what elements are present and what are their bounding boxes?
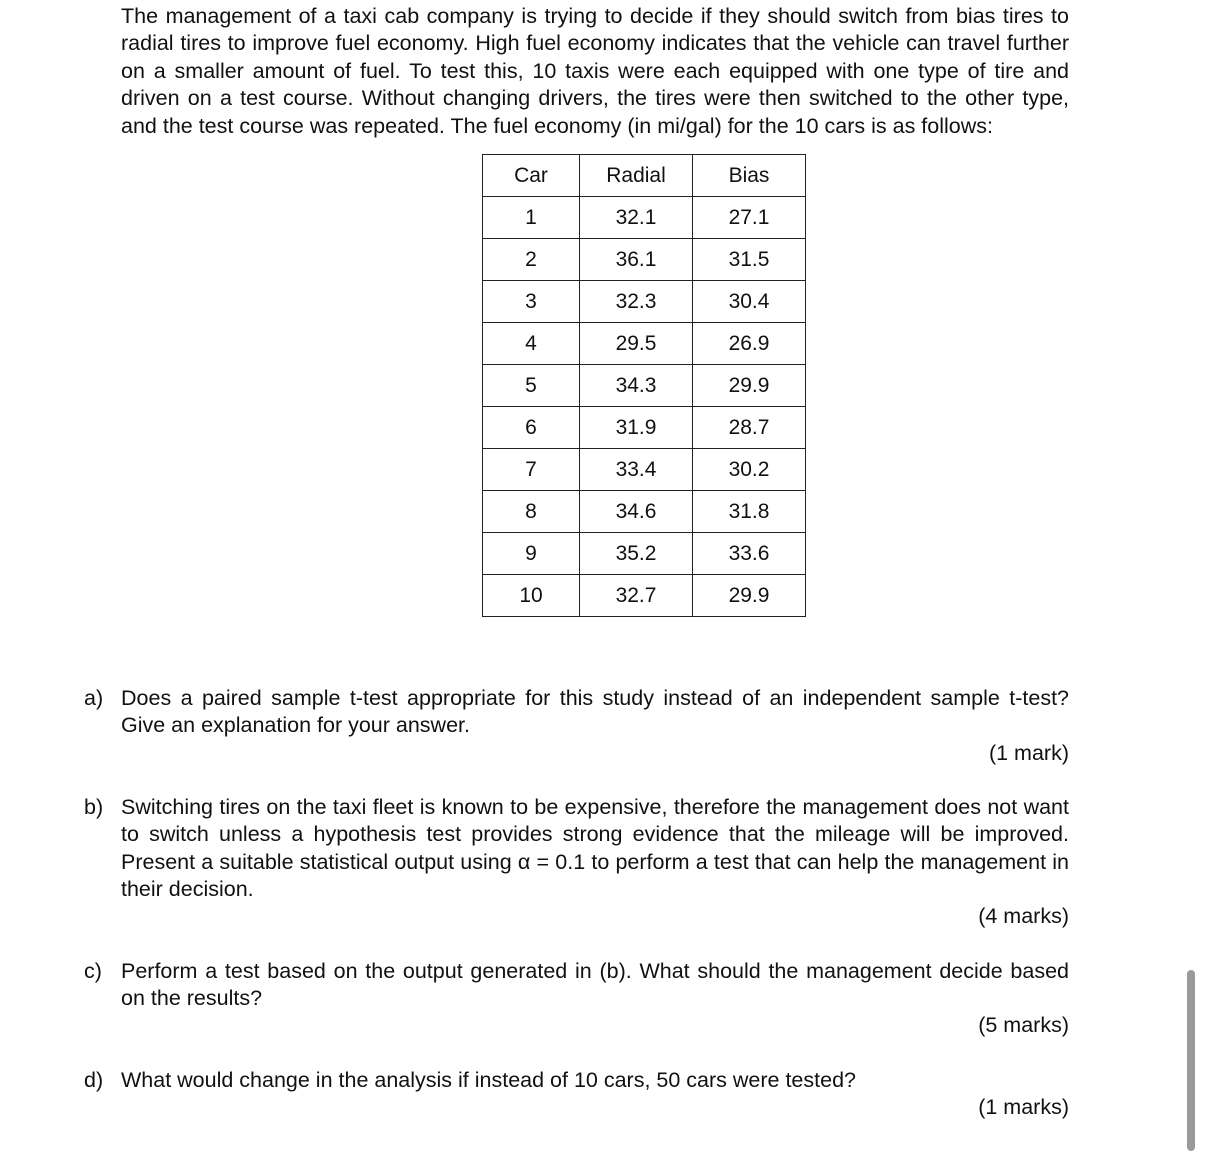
table-cell: 36.1: [580, 239, 693, 281]
column-header-radial: Radial: [580, 155, 693, 197]
fuel-economy-table: [482, 154, 806, 617]
table-cell: 29.5: [580, 323, 693, 365]
intro-paragraph: The management of a taxi cab company is trying to decide if they should switch from bias tires to radial tires to improve fuel economy. High fuel economy indicates that the vehicle can travel further on a smaller amount of fuel. To test this, 10 taxis were each equipped with one type of tire and driven on a test course. Without changing drivers, the tires were then switched to the other type, and the test course was repeated. The fuel economy (in mi/gal) for the 10 cars is as follows:: [121, 4, 1069, 138]
table-cell: 8: [483, 491, 580, 533]
table-row: [483, 365, 806, 407]
table-cell: 29.9: [693, 575, 806, 617]
question-text: What would change in the analysis if instead of 10 cars, 50 cars were tested?: [121, 1068, 856, 1092]
table-cell: 29.9: [693, 365, 806, 407]
table-cell: 9: [483, 533, 580, 575]
table-cell: 35.2: [580, 533, 693, 575]
table-cell: 30.2: [693, 449, 806, 491]
question-label: c): [84, 959, 102, 983]
table-cell: 28.7: [693, 407, 806, 449]
table-cell: 31.9: [580, 407, 693, 449]
table-cell: 27.1: [693, 197, 806, 239]
table-cell: 32.3: [580, 281, 693, 323]
table-cell: 7: [483, 449, 580, 491]
table-cell: 30.4: [693, 281, 806, 323]
table-cell: 31.5: [693, 239, 806, 281]
question-label: d): [84, 1068, 104, 1092]
table-cell: 5: [483, 365, 580, 407]
table-row: [483, 533, 806, 575]
question-b: [84, 794, 1069, 904]
table-cell: 33.6: [693, 533, 806, 575]
question-c-marks: (5 marks): [978, 1013, 1069, 1037]
vertical-scrollbar[interactable]: [1187, 970, 1195, 1151]
table-cell: 34.3: [580, 365, 693, 407]
table-cell: 33.4: [580, 449, 693, 491]
table-header-row: [483, 155, 806, 197]
table-row: [483, 239, 806, 281]
table-cell: 32.1: [580, 197, 693, 239]
table-row: [483, 575, 806, 617]
table-cell: 26.9: [693, 323, 806, 365]
table-cell: 10: [483, 575, 580, 617]
column-header-bias: Bias: [693, 155, 806, 197]
table-row: [483, 449, 806, 491]
table-row: [483, 491, 806, 533]
column-header-car: Car: [483, 155, 580, 197]
table-cell: 2: [483, 239, 580, 281]
question-c: [84, 958, 1069, 1013]
table-cell: 1: [483, 197, 580, 239]
question-b-marks: (4 marks): [978, 904, 1069, 928]
table-cell: 31.8: [693, 491, 806, 533]
table-row: [483, 281, 806, 323]
question-text: Does a paired sample t-test appropriate for this study instead of an independent sample t-test? Give an explanation for your answer.: [121, 686, 1069, 738]
table-row: [483, 407, 806, 449]
table-row: [483, 197, 806, 239]
question-label: a): [84, 686, 104, 710]
table-row: [483, 323, 806, 365]
table-cell: 3: [483, 281, 580, 323]
question-text: Perform a test based on the output generated in (b). What should the management decide based on the results?: [121, 959, 1069, 1011]
question-a: [84, 685, 1069, 740]
question-d-marks: (1 marks): [978, 1095, 1069, 1119]
table-cell: 6: [483, 407, 580, 449]
question-text: Switching tires on the taxi fleet is known to be expensive, therefore the management does not want to switch unless a hypothesis test provides strong evidence that the mileage will be improved. Present a suitable statistical output using α = 0.1 to perform a test that can help the management in their decision.: [121, 795, 1069, 902]
table-cell: 34.6: [580, 491, 693, 533]
question-d: [84, 1067, 1069, 1094]
table-cell: 32.7: [580, 575, 693, 617]
question-label: b): [84, 795, 104, 819]
table-cell: 4: [483, 323, 580, 365]
question-a-marks: (1 mark): [988, 741, 1069, 765]
